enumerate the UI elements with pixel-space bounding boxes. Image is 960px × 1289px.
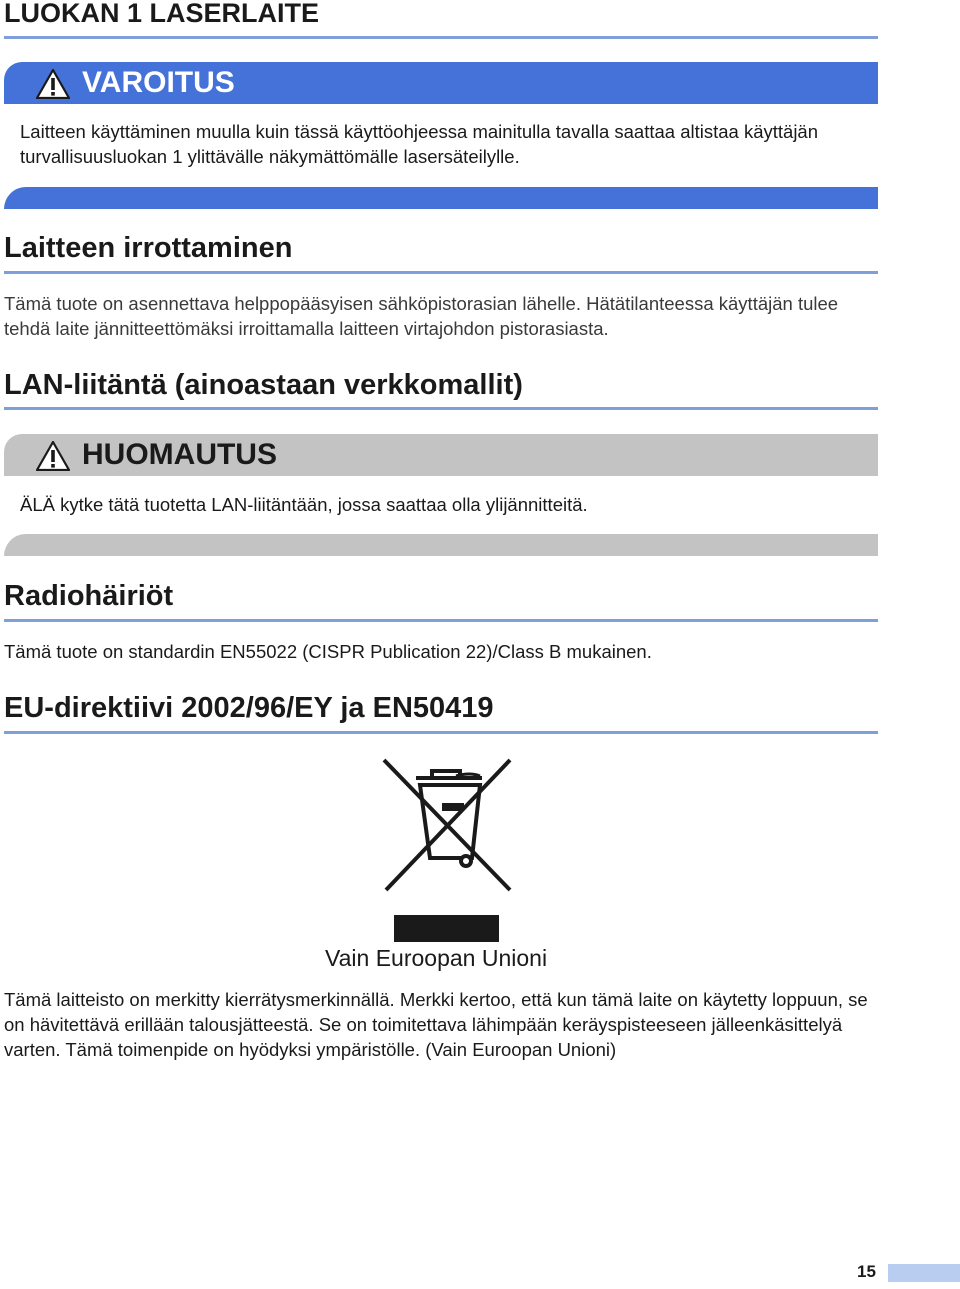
heading-rule	[4, 731, 878, 734]
warning-text: Laitteen käyttäminen muulla kuin tässä käyttöohjeessa mainitulla tavalla saattaa altistaa käyttäjän turvallisuusluokan 1 ylittävälle näkymättömälle lasersäteilylle.	[20, 121, 819, 167]
notice-title: HUOMAUTUS	[82, 438, 277, 471]
notice-banner	[4, 434, 878, 476]
warning-footer-bar	[4, 187, 878, 209]
disconnect-text: Tämä tuote on asennettava helppopääsyisen sähköpistorasian lähelle. Hätätilanteessa käyttäjän tulee tehdä laite jännitteettömäksi irroittamalla laitteen virtajohdon pistorasiasta.	[4, 293, 839, 339]
crossed-out-wheelie-bin-icon	[380, 758, 514, 943]
title-rule	[4, 36, 878, 39]
page-number: 15	[857, 1262, 876, 1281]
heading-rule	[4, 407, 878, 410]
eu-text: Tämä laitteisto on merkitty kierrätysmerkinnällä. Merkki kertoo, että kun tämä laite on käytetty loppuun, se on hävitettävä erillään talousjätteestä. Se on toimitettava lähimpään keräyspisteeseen jälleenkäsittelyä varten. Tämä toimenpide on hyödyksi ympäristölle. (Vain Euroopan Unioni)	[4, 989, 868, 1060]
heading-rule	[4, 271, 878, 274]
warning-triangle-icon	[36, 69, 70, 99]
page-title: LUOKAN 1 LASERLAITE	[4, 0, 320, 28]
warning-triangle-icon	[36, 441, 70, 471]
warning-title: VAROITUS	[82, 66, 235, 99]
heading-rule	[4, 619, 878, 622]
heading-eu: EU-direktiivi 2002/96/EY ja EN50419	[4, 692, 494, 724]
notice-text: ÄLÄ kytke tätä tuotetta LAN-liitäntään, jossa saattaa olla ylijännitteitä.	[20, 494, 588, 515]
heading-disconnect: Laitteen irrottaminen	[4, 232, 293, 264]
radio-text: Tämä tuote on standardin EN55022 (CISPR Publication 22)/Class B mukainen.	[4, 641, 652, 662]
page-number-bar	[888, 1264, 960, 1282]
eu-caption: Vain Euroopan Unioni	[325, 945, 548, 971]
heading-radio: Radiohäiriöt	[4, 580, 174, 612]
warning-banner	[4, 62, 878, 104]
heading-lan: LAN-liitäntä (ainoastaan verkkomallit)	[4, 369, 523, 401]
notice-footer-bar	[4, 534, 878, 556]
